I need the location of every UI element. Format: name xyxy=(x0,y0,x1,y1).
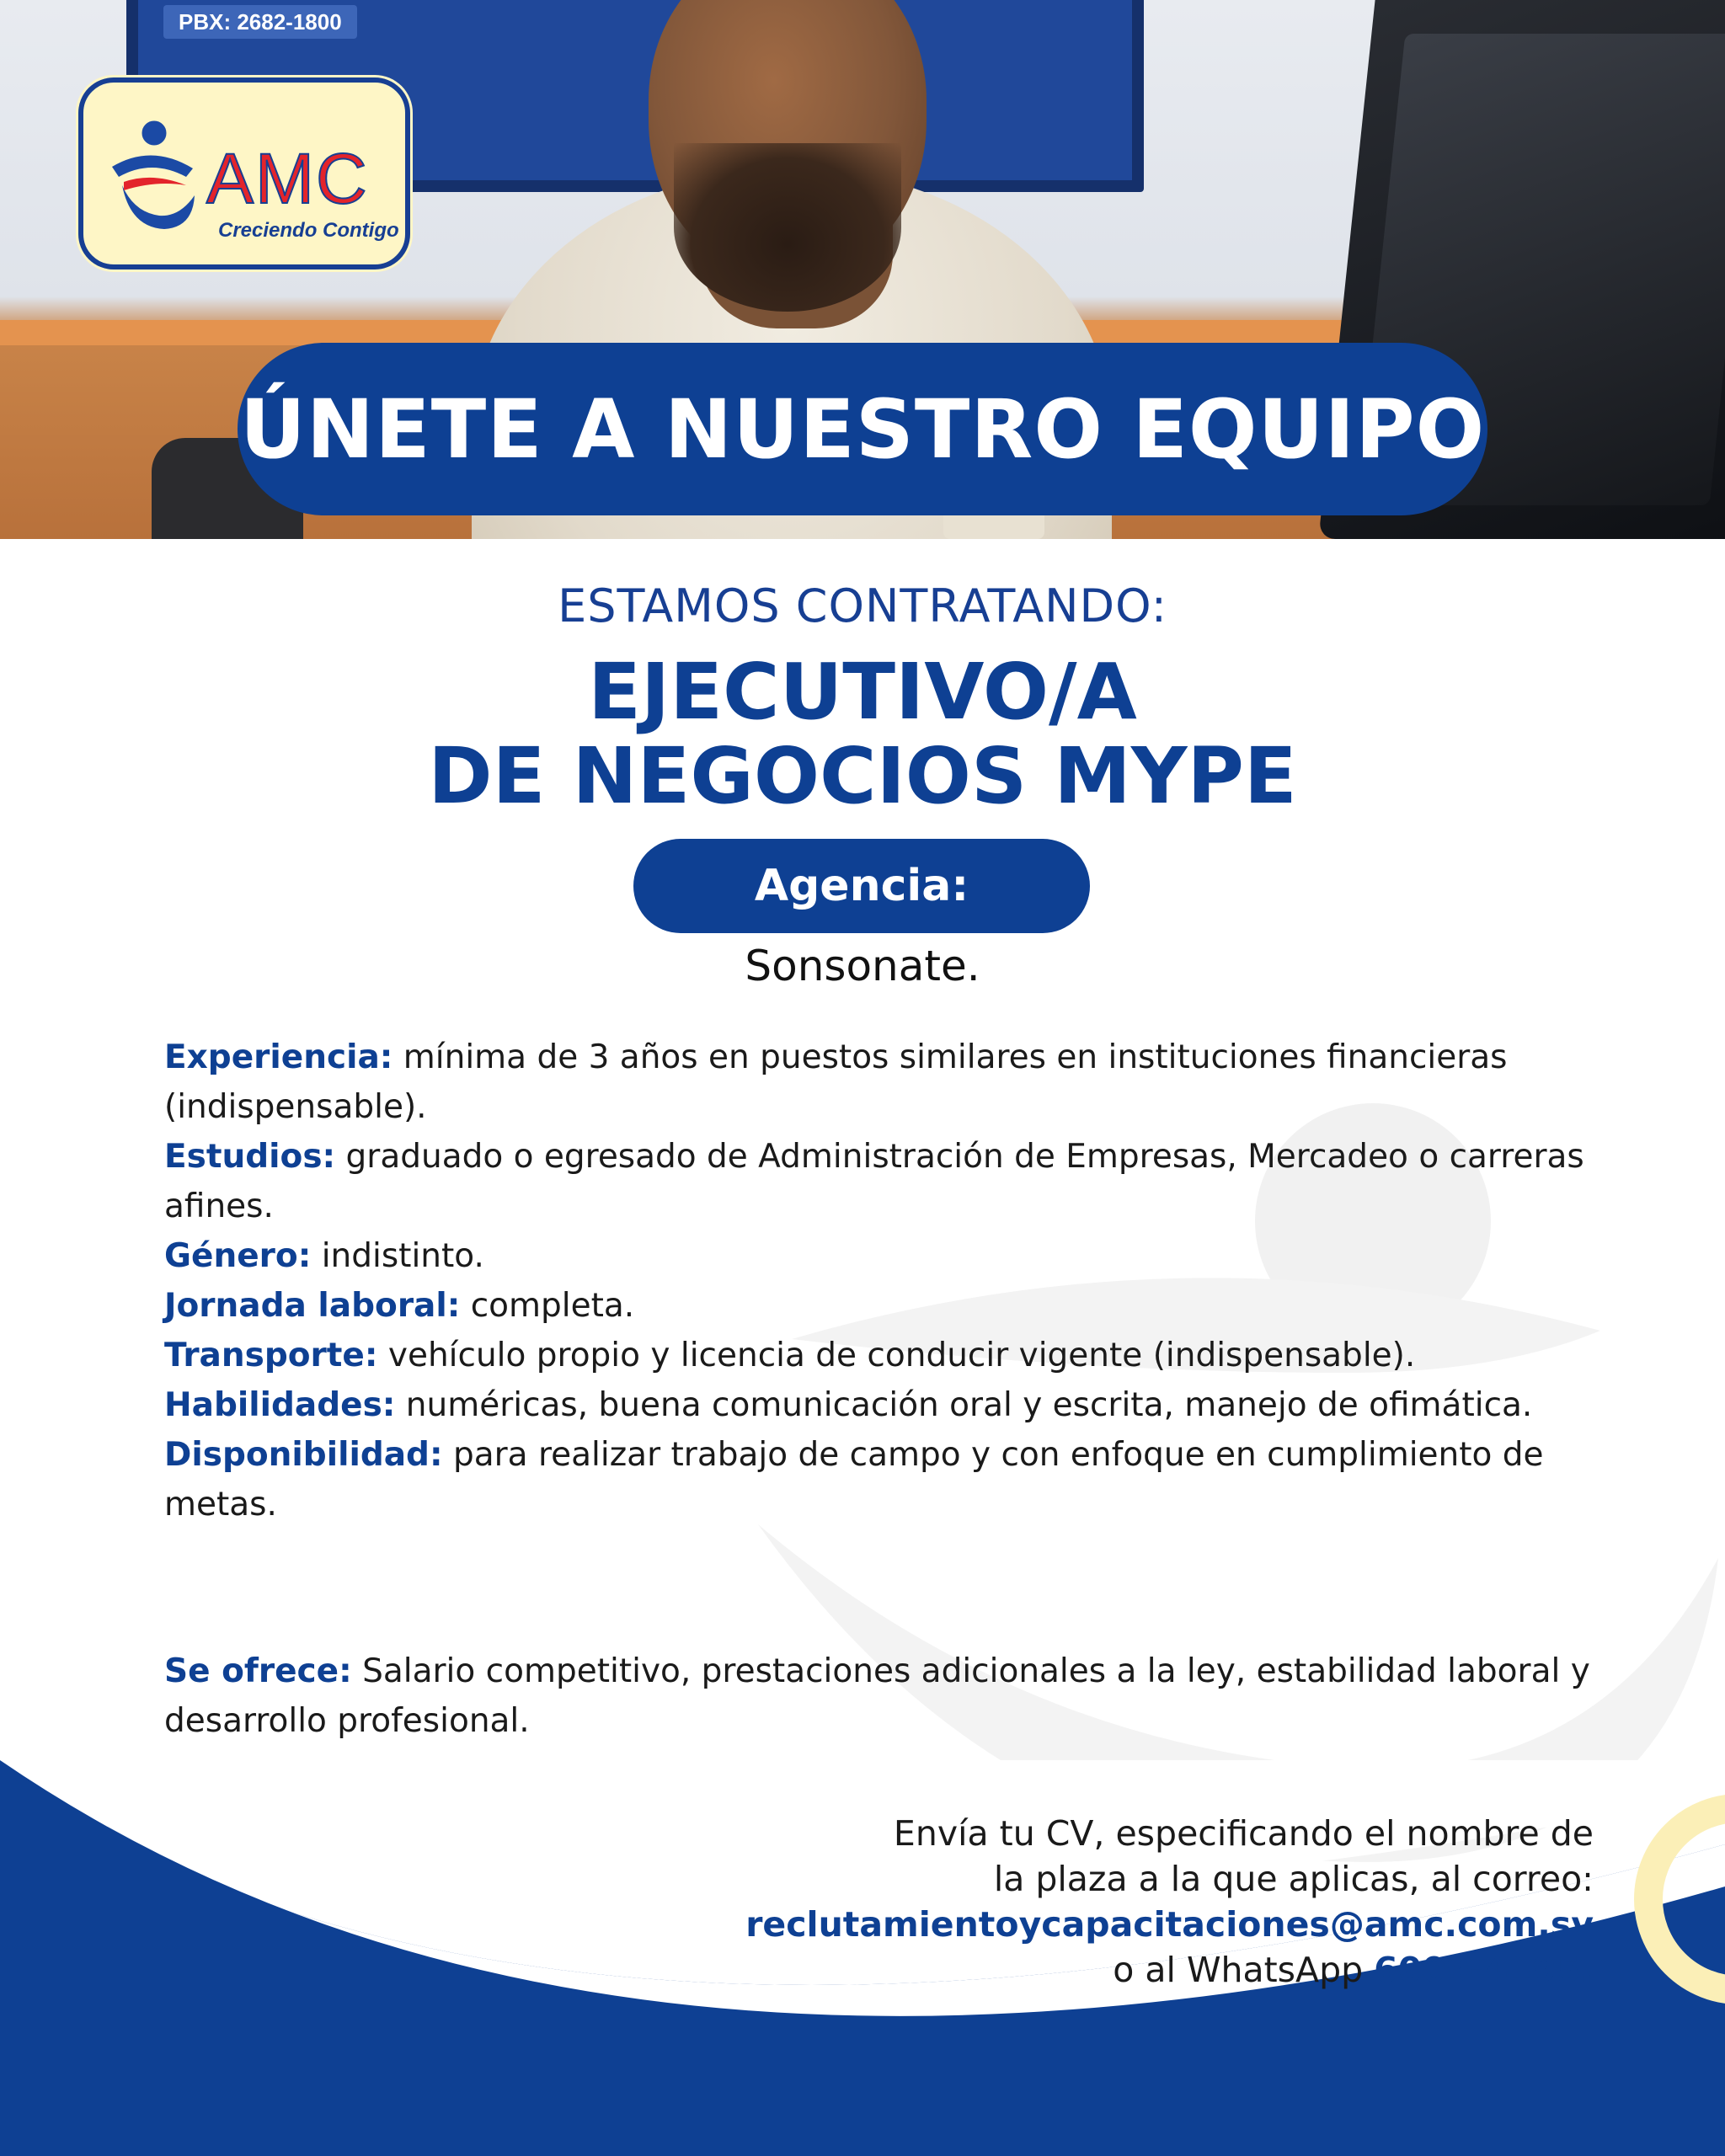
requirement-text: numéricas, buena comunicación oral y escrita, manejo de ofimática. xyxy=(395,1386,1533,1424)
offer-label: Se ofrece: xyxy=(164,1652,352,1690)
contact-line-2: la plaza a la que aplicas, al correo: xyxy=(993,1859,1594,1899)
offer-text: Salario competitivo, prestaciones adicionales a la ley, estabilidad laboral y desarrollo profesional. xyxy=(164,1652,1590,1740)
requirement-genero xyxy=(164,1231,1596,1281)
requirement-label: Habilidades: xyxy=(164,1386,396,1424)
contact-email[interactable]: reclutamientoycapacitaciones@amc.com.sv xyxy=(745,1904,1594,1945)
amc-logo xyxy=(78,77,410,270)
requirement-experiencia xyxy=(164,1033,1596,1132)
agency-badge xyxy=(633,839,1090,933)
requirement-estudios xyxy=(164,1132,1596,1231)
requirement-transporte xyxy=(164,1331,1596,1380)
logo-brand-text: AMC xyxy=(206,139,369,218)
requirement-label: Género: xyxy=(164,1237,312,1275)
agency-label: Agencia: xyxy=(754,861,969,911)
hero-title: ÚNETE A NUESTRO EQUIPO xyxy=(239,382,1486,477)
requirements-list xyxy=(164,1033,1596,1529)
requirement-text: completa. xyxy=(460,1287,635,1325)
requirement-label: Experiencia: xyxy=(164,1038,393,1076)
requirement-habilidades xyxy=(164,1380,1596,1430)
offer-paragraph xyxy=(164,1646,1596,1746)
contact-whatsapp-line xyxy=(590,1947,1594,1993)
whatsapp-prefix: o al WhatsApp xyxy=(1113,1950,1375,1990)
requirement-text: mínima de 3 años en puestos similares en instituciones financieras (indispensable). xyxy=(164,1038,1508,1126)
job-title-line-2: DE NEGOCIOS MYPE xyxy=(428,731,1297,821)
agency-value: Sonsonate. xyxy=(745,942,980,990)
requirement-label: Estudios: xyxy=(164,1138,336,1176)
contact-line-1: Envía tu CV, especificando el nombre de xyxy=(893,1813,1594,1854)
job-title xyxy=(0,647,1725,821)
whatsapp-number[interactable]: 6009-4195. xyxy=(1374,1950,1594,1990)
requirement-label: Jornada laboral: xyxy=(164,1287,461,1325)
requirement-jornada xyxy=(164,1281,1596,1331)
hero-banner xyxy=(238,343,1487,515)
requirement-label: Disponibilidad: xyxy=(164,1436,443,1474)
person-beard xyxy=(674,143,901,312)
amc-person-icon xyxy=(105,118,198,236)
requirement-text: para realizar trabajo de campo y con enfoque en cumplimiento de metas. xyxy=(164,1436,1544,1524)
contact-info xyxy=(590,1811,1594,1993)
requirement-text: indistinto. xyxy=(311,1237,484,1275)
job-title-line-1: EJECUTIVO/A xyxy=(588,647,1137,737)
requirement-text: graduado o egresado de Administración de Empresas, Mercadeo o carreras afines. xyxy=(164,1138,1584,1225)
requirement-disponibilidad xyxy=(164,1430,1596,1529)
logo-tagline: Creciendo Contigo xyxy=(218,219,399,242)
hiring-label: ESTAMOS CONTRATANDO: xyxy=(558,579,1167,632)
requirement-label: Transporte: xyxy=(164,1337,378,1374)
requirement-text: vehículo propio y licencia de conducir vigente (indispensable). xyxy=(377,1337,1416,1374)
phone-sign: PBX: 2682-1800 xyxy=(163,5,357,39)
